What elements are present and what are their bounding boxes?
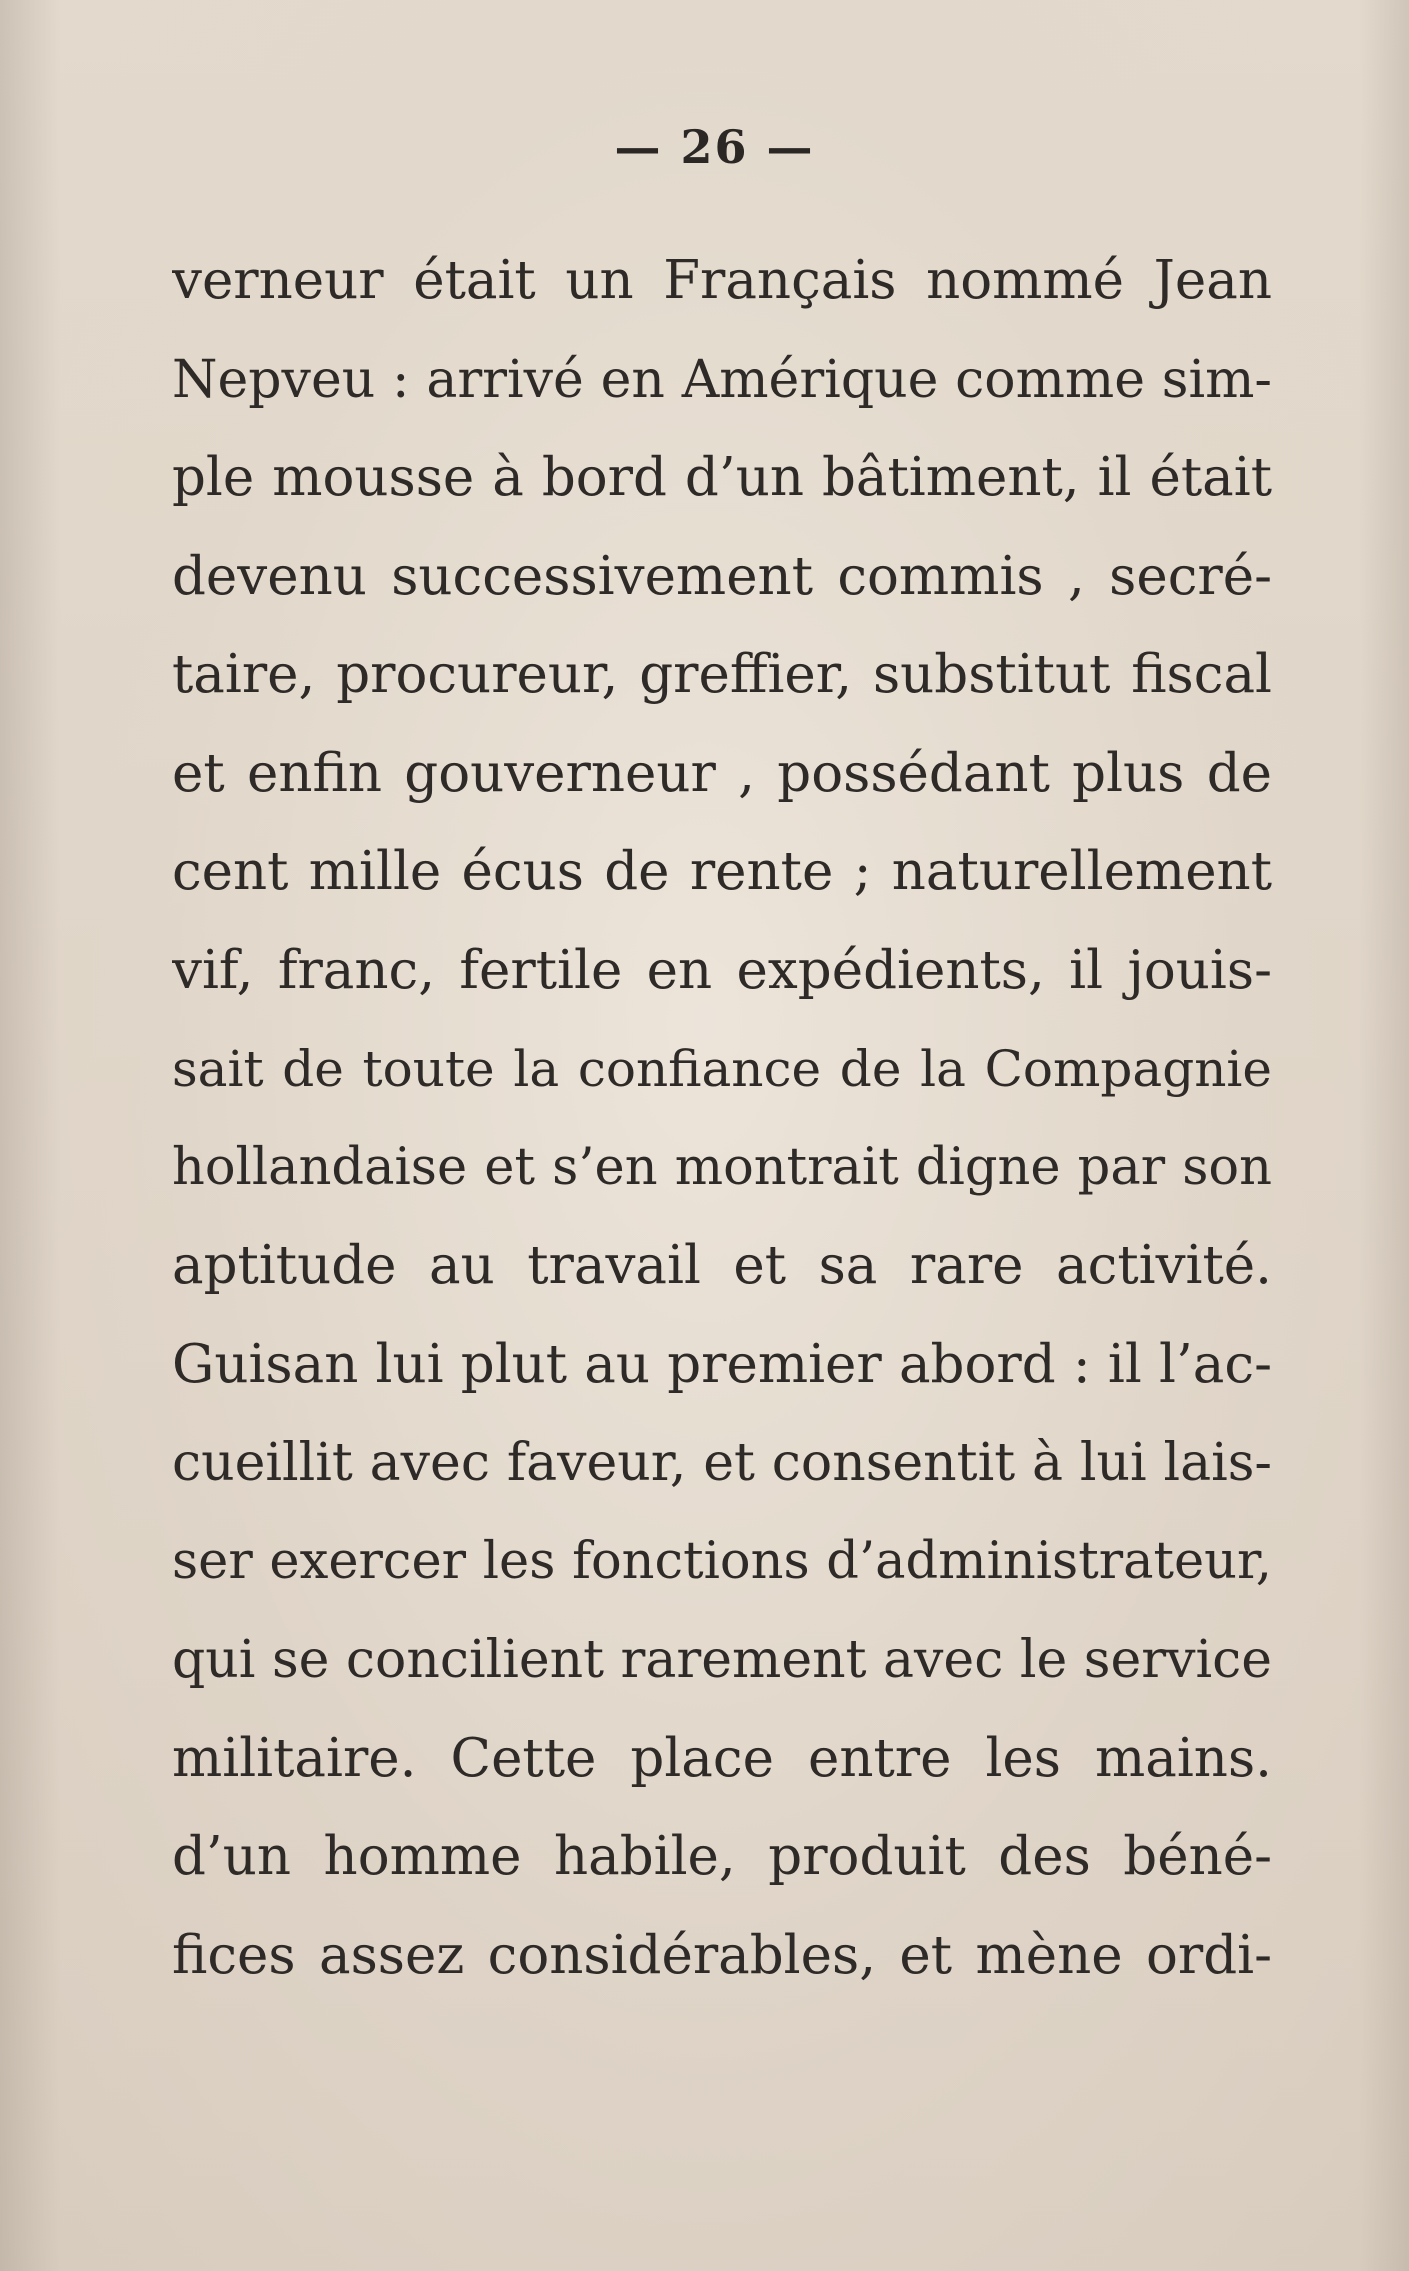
text-line: ser exercer les fonctions d’administrateur,: [172, 1531, 1272, 1591]
body-text: [172, 232, 1272, 2005]
text-line: qui se concilient rarement avec le service: [172, 1630, 1272, 1690]
text-line: Nepveu : arrivé en Amérique comme sim-: [172, 349, 1272, 410]
page-number: — 26 —: [614, 120, 815, 174]
text-line: cueillit avec faveur, et consentit à lui lais-: [172, 1433, 1272, 1493]
text-line: cent mille écus de rente ; naturellement: [172, 841, 1272, 902]
text-line: devenu successivement commis , secré-: [172, 545, 1272, 607]
text-line: verneur était un Français nommé Jean: [172, 250, 1272, 311]
text-line: militaire. Cette place entre les mains.: [172, 1727, 1272, 1789]
text-line: hollandaise et s’en montrait digne par son: [172, 1137, 1272, 1197]
text-line: ple mousse à bord d’un bâtiment, il était: [172, 447, 1272, 508]
text-line: Guisan lui plut au premier abord : il l’ac-: [172, 1333, 1272, 1395]
text-line: taire, procureur, greffier, substitut fiscal: [172, 644, 1272, 705]
text-line: fices assez considérables, et mène ordi-: [172, 1924, 1272, 1986]
text-line: sait de toute la confiance de la Compagnie: [172, 1040, 1272, 1098]
text-line: et enfin gouverneur , possédant plus de: [172, 742, 1272, 804]
text-line: aptitude au travail et sa rare activité.: [172, 1235, 1272, 1296]
text-line: d’un homme habile, produit des béné-: [172, 1826, 1272, 1887]
text-line: vif, franc, fertile en expédients, il jouis-: [172, 939, 1272, 1001]
